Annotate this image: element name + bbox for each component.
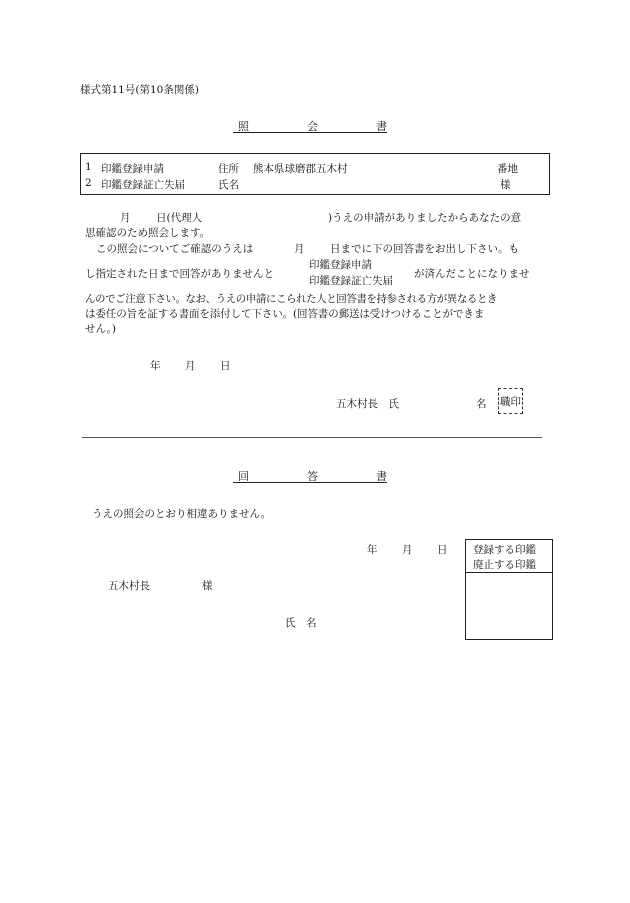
- official-seal-label: 職印: [500, 395, 521, 408]
- p3-option-1: 印鑑登録申請: [309, 259, 372, 271]
- reply-title-char-1: 回: [238, 470, 249, 483]
- banchi-label: 番地: [497, 163, 518, 175]
- address-label: 住所: [218, 163, 239, 175]
- mayor-name-suffix: 名: [476, 398, 487, 410]
- p1-rest: )うえの申請がありましたからあなたの意: [328, 212, 522, 224]
- sama-label: 様: [500, 179, 511, 191]
- p3-rest: が済んだことになりませ: [414, 268, 530, 280]
- section-divider: [82, 437, 542, 438]
- reply-addressee: 五木村長: [108, 580, 150, 592]
- inquiry-date-day: 日: [220, 360, 231, 372]
- p3-option-2: 印鑑登録証亡失届: [309, 275, 393, 287]
- reply-date-day: 日: [437, 544, 448, 556]
- mayor-label: 五木村長 氏: [336, 398, 399, 410]
- name-label: 氏名: [218, 179, 239, 191]
- item2-label: 印鑑登録証亡失届: [101, 179, 185, 191]
- inquiry-title-char-2: 会: [307, 120, 318, 133]
- p4: んのでご注意下さい。なお、うえの申請にこられた人と回答書を持参される方が異なるとき: [85, 293, 498, 305]
- seal-box-register-label: 登録する印鑑: [473, 544, 536, 556]
- reply-date-year: 年: [367, 544, 378, 556]
- reply-title-underline: [233, 482, 387, 483]
- item2-number: 2: [85, 177, 92, 189]
- reply-body: うえの照会のとおり相違ありません。: [92, 508, 272, 520]
- item1-number: 1: [85, 161, 92, 173]
- reply-date-month: 月: [402, 544, 413, 556]
- inquiry-date-month: 月: [185, 360, 196, 372]
- reply-title-char-2: 答: [307, 470, 318, 483]
- p1-line2: 思確認のため照会します。: [85, 227, 211, 239]
- inquiry-title-char-3: 書: [376, 120, 387, 133]
- seal-box-divider: [465, 572, 553, 573]
- item1-label: 印鑑登録申請: [101, 163, 164, 175]
- p3-start: し指定された日まで回答がありませんと: [85, 268, 274, 280]
- inquiry-title-char-1: 照: [238, 120, 249, 133]
- official-seal-box: [498, 388, 523, 414]
- reply-signer-label: 氏 名: [285, 617, 317, 629]
- p2-month: 月: [294, 243, 305, 255]
- p1-month: 月: [120, 212, 131, 224]
- reply-title-char-3: 書: [376, 470, 387, 483]
- address-value: 熊本県球磨郡五木村: [253, 163, 348, 175]
- p6: せん。): [85, 323, 116, 335]
- reply-addressee-sama: 様: [202, 580, 213, 592]
- inquiry-title-underline: [233, 132, 387, 133]
- p5: は委任の旨を証する書面を添付して下さい。(回答書の郵送は受けつけることができま: [85, 308, 485, 320]
- p1-day-agent: 日(代理人: [156, 212, 203, 224]
- p2-rest: 日までに下の回答書をお出し下さい。も: [330, 243, 519, 255]
- form-number: 様式第11号(第10条関係): [80, 84, 199, 96]
- seal-box-abolish-label: 廃止する印鑑: [473, 559, 536, 571]
- p2-start: この照会についてご確認のうえは: [96, 243, 254, 255]
- inquiry-date-year: 年: [150, 360, 161, 372]
